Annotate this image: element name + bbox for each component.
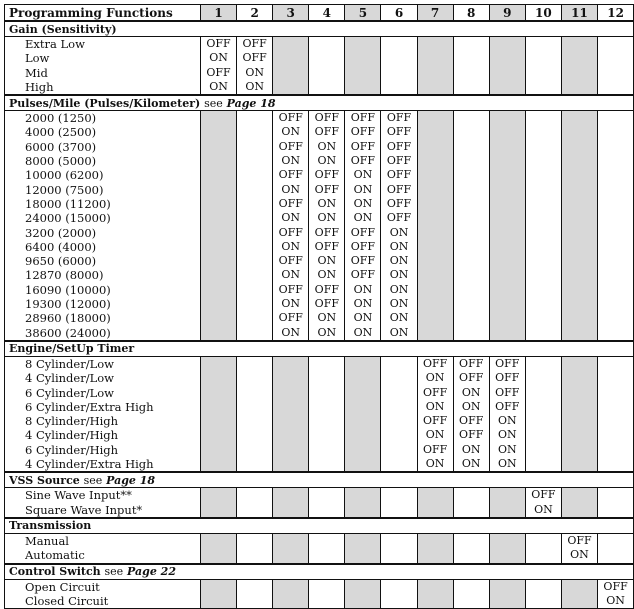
switch-cell-12 [598,37,634,96]
switch-value: OFF [422,442,448,456]
switch-value: OFF [386,111,412,125]
switch-value: OFF [314,125,339,139]
switch-cell-9 [489,356,525,472]
switch-value: OFF [386,139,412,153]
switch-value: OFF [531,488,556,502]
switch-value: ON [497,428,517,442]
switch-cell-6 [381,533,417,563]
section-body [5,111,634,341]
switch-value: OFF [495,399,520,413]
switch-cell-8 [453,579,489,609]
switch-value: ON [534,502,553,516]
switch-value: OFF [314,239,339,253]
switch-value: OFF [386,154,412,168]
switch-cell-5 [345,356,381,472]
switch-cell-11 [561,579,597,609]
switch-value: ON [317,311,337,325]
option-label: Mid [25,65,48,80]
switch-cell-1 [201,111,237,341]
switch-value: OFF [278,282,303,296]
switch-value: OFF [206,65,231,79]
option-label: Sine Wave Input** [25,488,132,503]
switch-value: ON [389,311,409,325]
option-label: 4 Cylinder/Low [25,371,114,386]
switch-value: OFF [350,111,376,125]
switch-value: OFF [314,282,339,296]
section-title: Engine/SetUp Timer [9,342,135,356]
option-label: 18000 (11200) [25,196,111,211]
option-label: 6 Cylinder/Low [25,385,114,400]
switch-value: ON [425,428,445,442]
switch-cell-6 [381,579,417,609]
switch-value: ON [461,385,481,399]
option-labels [5,533,201,563]
switch-cell-10 [525,533,561,563]
option-label: 3200 (2000) [25,225,97,240]
switch-value: OFF [314,225,339,239]
option-label: 8000 (5000) [25,154,97,169]
switch-cell-1 [201,579,237,609]
switch-value: ON [425,399,445,413]
switch-cell-3 [273,488,309,518]
switch-value: OFF [278,168,303,182]
option-label: Automatic [25,548,85,563]
option-label: Manual [25,533,69,548]
switch-cell-7 [417,533,453,563]
switch-value: ON [281,211,301,225]
section-title: Pulses/Mile (Pulses/Kilometer) [9,96,201,110]
switch-cell-10 [525,356,561,472]
switch-value: ON [209,51,228,65]
section-title: Transmission [9,519,92,533]
switch-cell-1 [201,37,237,96]
section-title-cell [5,472,634,488]
switch-value: ON [570,548,589,562]
switch-cell-5 [345,111,381,341]
option-label: 12000 (7500) [25,182,104,197]
option-label: High [25,79,54,94]
switch-value: ON [353,325,373,339]
switch-cell-9 [489,488,525,518]
switch-cell-8 [453,37,489,96]
section-body [5,488,634,518]
switch-value: OFF [278,111,303,125]
switch-value: ON [281,239,301,253]
switch-cell-1 [201,533,237,563]
switch-value: ON [461,457,481,471]
section-see: see [204,96,223,110]
switch-cell-4 [309,488,345,518]
switch-value: ON [389,254,409,268]
switch-value: ON [245,79,264,93]
option-label: Open Circuit [25,579,100,594]
section-see: see [83,473,103,487]
switch-value: OFF [350,225,376,239]
switch-value: ON [281,268,301,282]
switch-value: ON [317,154,337,168]
option-label: 2000 (1250) [25,111,97,126]
section-title: VSS Source [9,473,80,487]
switch-cell-9 [489,111,525,341]
switch-value: ON [425,457,445,471]
section-title-cell [5,341,634,357]
switch-value: ON [353,211,373,225]
option-labels [5,111,201,341]
switch-value: OFF [422,356,448,370]
switch-cell-10 [525,579,561,609]
section-see: see [104,565,124,578]
section-title-cell [5,518,634,534]
switch-value: OFF [314,111,339,125]
switch-cell-9 [489,533,525,563]
switch-value: OFF [278,311,303,325]
switch-cell-4 [309,111,345,341]
option-label: 12870 (8000) [25,268,104,283]
option-label: 6 Cylinder/High [25,442,119,457]
switch-value: ON [497,457,517,471]
switch-cell-10 [525,488,561,518]
option-label: 38600 (24000) [25,325,111,340]
switch-value: OFF [278,139,303,153]
column-header-1: 1 [201,5,237,22]
switch-cell-8 [453,111,489,341]
section-header [5,564,634,580]
switch-value: OFF [495,371,520,385]
switch-cell-5 [345,488,381,518]
column-header-11: 11 [561,5,597,22]
switch-value: ON [317,254,337,268]
option-label: 24000 (15000) [25,211,111,226]
switch-value: ON [497,414,517,428]
switch-value: ON [281,325,301,339]
switch-value: ON [353,168,373,182]
switch-cell-3 [273,37,309,96]
switch-cell-4 [309,533,345,563]
switch-value: OFF [242,51,267,65]
switch-cell-2 [237,356,273,472]
switch-cell-2 [237,488,273,518]
switch-cell-11 [561,356,597,472]
switch-cell-9 [489,37,525,96]
switch-value: ON [353,297,373,311]
column-header-10: 10 [525,5,561,22]
switch-value: OFF [314,168,339,182]
option-label: 9650 (6000) [25,254,97,269]
switch-cell-5 [345,533,381,563]
switch-cell-3 [273,356,309,472]
switch-value: ON [389,325,409,339]
switch-value: OFF [386,182,412,196]
switch-cell-2 [237,111,273,341]
section-title-cell [5,564,634,580]
switch-cell-12 [598,356,634,472]
switch-cell-3 [273,579,309,609]
switch-value: OFF [567,533,592,547]
switch-value: ON [317,211,337,225]
switch-value: ON [389,268,409,282]
switch-value: OFF [350,254,376,268]
switch-value: ON [353,282,373,296]
option-label: 19300 (12000) [25,297,111,312]
section-title: Gain (Sensitivity) [9,22,117,36]
switch-cell-12 [598,579,634,609]
section-header [5,518,634,534]
switch-cell-8 [453,356,489,472]
option-label: Closed Circuit [25,593,109,608]
switch-value: ON [425,371,445,385]
section-page-ref: Page 18 [226,96,276,110]
section-body [5,533,634,563]
switch-cell-4 [309,356,345,472]
programming-functions-table [4,4,634,609]
switch-value: ON [317,139,337,153]
switch-value: ON [281,154,301,168]
switch-value: ON [209,79,228,93]
switch-cell-11 [561,37,597,96]
section-header [5,341,634,357]
switch-value: OFF [459,356,484,370]
section-body [5,356,634,472]
switch-value: OFF [314,297,339,311]
switch-cell-4 [309,579,345,609]
switch-value: OFF [386,196,412,210]
column-header-2: 2 [237,5,273,22]
header-row [5,5,634,22]
column-header-12: 12 [598,5,634,22]
option-label: 10000 (6200) [25,168,104,183]
column-header-5: 5 [345,5,381,22]
switch-value: OFF [459,414,484,428]
switch-value: OFF [386,125,412,139]
switch-value: ON [281,297,301,311]
section-title-cell [5,21,634,37]
option-label: Low [25,51,50,66]
section-header [5,472,634,488]
switch-value: ON [281,125,301,139]
switch-cell-6 [381,356,417,472]
section-header [5,21,634,37]
switch-value: ON [353,182,373,196]
switch-value: OFF [350,139,376,153]
option-label: 6 Cylinder/Extra High [25,399,154,414]
switch-cell-5 [345,37,381,96]
column-header-4: 4 [309,5,345,22]
switch-value: OFF [314,182,339,196]
switch-cell-12 [598,533,634,563]
section-body [5,37,634,96]
column-header-3: 3 [273,5,309,22]
option-label: 6400 (4000) [25,239,97,254]
switch-value: OFF [278,254,303,268]
switch-cell-8 [453,488,489,518]
section-title-cell [5,95,634,111]
switch-cell-10 [525,111,561,341]
option-label: 6000 (3700) [25,139,97,154]
switch-cell-7 [417,37,453,96]
switch-value: ON [281,182,301,196]
section-title: Control Switch [9,565,101,578]
switch-cell-12 [598,488,634,518]
switch-value: OFF [386,211,412,225]
switch-value: OFF [242,37,267,50]
option-label: 8 Cylinder/High [25,414,119,429]
switch-cell-11 [561,111,597,341]
switch-cell-6 [381,488,417,518]
column-header-7: 7 [417,5,453,22]
switch-value: OFF [278,225,303,239]
switch-value: ON [317,268,337,282]
switch-value: OFF [386,168,412,182]
switch-cell-7 [417,579,453,609]
header-label: Programming Functions [5,5,201,22]
column-header-8: 8 [453,5,489,22]
switch-value: OFF [459,428,484,442]
switch-cell-9 [489,579,525,609]
switch-cell-8 [453,533,489,563]
switch-value: OFF [422,414,448,428]
switch-value: ON [317,325,337,339]
switch-cell-7 [417,111,453,341]
section-page-ref: Page 18 [106,473,156,487]
option-label: 8 Cylinder/Low [25,356,114,371]
switch-cell-1 [201,488,237,518]
switch-cell-7 [417,356,453,472]
switch-value: OFF [206,37,231,50]
switch-value: OFF [350,154,376,168]
switch-value: OFF [350,268,376,282]
switch-cell-11 [561,488,597,518]
switch-value: ON [461,442,481,456]
switch-value: ON [389,225,409,239]
switch-cell-2 [237,37,273,96]
switch-value: OFF [278,196,303,210]
switch-value: OFF [422,385,448,399]
switch-value: ON [353,311,373,325]
switch-cell-11 [561,533,597,563]
switch-cell-7 [417,488,453,518]
switch-cell-6 [381,37,417,96]
section-body [5,579,634,609]
switch-value: OFF [495,356,520,370]
switch-cell-6 [381,111,417,341]
switch-cell-10 [525,37,561,96]
option-labels [5,37,201,96]
switch-value: ON [389,282,409,296]
switch-cell-5 [345,579,381,609]
switch-value: OFF [350,239,376,253]
section-header [5,95,634,111]
switch-value: OFF [350,125,376,139]
switch-value: OFF [603,579,628,593]
switch-cell-12 [598,111,634,341]
switch-value: ON [389,239,409,253]
column-header-9: 9 [489,5,525,22]
switch-value: ON [606,593,625,607]
switch-value: ON [245,65,264,79]
switch-value: ON [353,196,373,210]
option-labels [5,356,201,472]
switch-cell-1 [201,356,237,472]
switch-cell-2 [237,533,273,563]
switch-value: OFF [495,385,520,399]
option-label: 4 Cylinder/Extra High [25,457,154,472]
option-label: 16090 (10000) [25,282,111,297]
option-label: 28960 (18000) [25,311,111,326]
option-labels [5,579,201,609]
option-label: 4000 (2500) [25,125,97,140]
switch-value: ON [389,297,409,311]
section-page-ref: Page 22 [127,565,176,578]
option-label: 4 Cylinder/High [25,428,119,443]
switch-value: ON [461,399,481,413]
option-labels [5,488,201,518]
switch-cell-2 [237,579,273,609]
switch-cell-3 [273,111,309,341]
switch-cell-4 [309,37,345,96]
option-label: Square Wave Input* [25,502,143,517]
column-header-6: 6 [381,5,417,22]
switch-cell-3 [273,533,309,563]
switch-value: ON [317,196,337,210]
switch-value: OFF [459,371,484,385]
switch-value: ON [497,442,517,456]
option-label: Extra Low [25,37,85,51]
